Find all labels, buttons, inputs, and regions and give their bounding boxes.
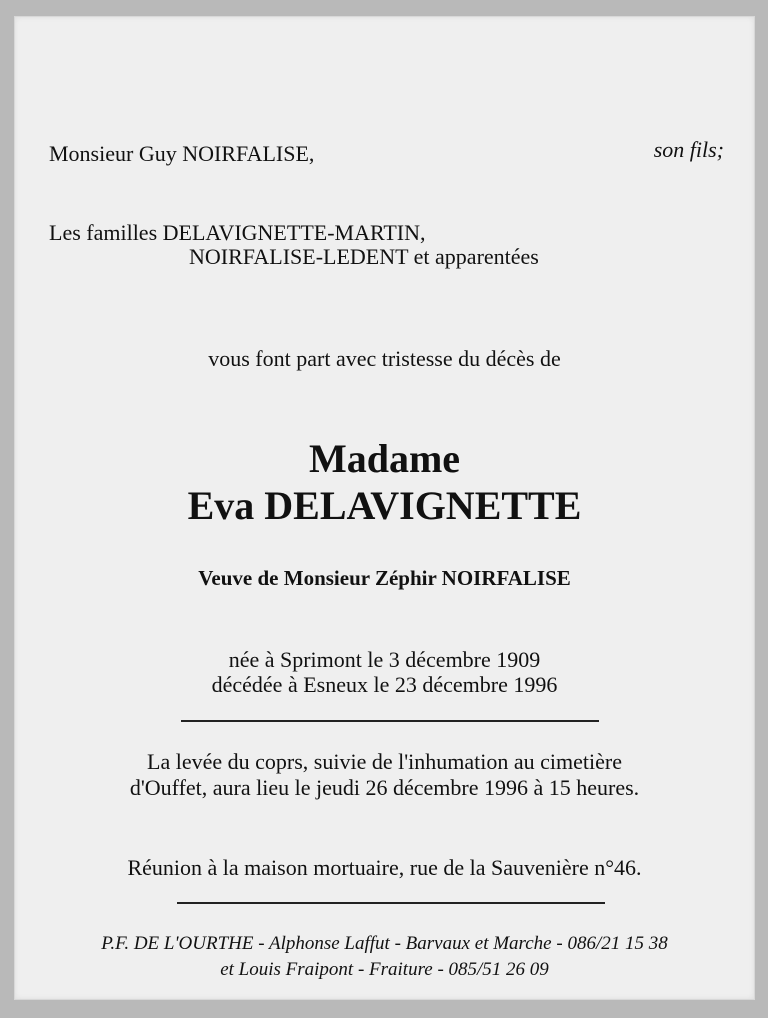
widow-of-text: Veuve de Monsieur Zéphir NOIRFALISE xyxy=(198,566,571,590)
funeral-line-2: d'Ouffet, aura lieu le jeudi 26 décembre 1996 à 15 heures. xyxy=(129,775,640,800)
families-line-1: Les familles DELAVIGNETTE-MARTIN, xyxy=(49,220,426,245)
deceased-title: Madame xyxy=(308,436,461,481)
death-line: décédée à Esneux le 23 décembre 1996 xyxy=(211,672,558,697)
son-name: Monsieur Guy NOIRFALISE, xyxy=(49,141,315,166)
birth-line: née à Sprimont le 3 décembre 1909 xyxy=(228,647,541,672)
announcement-text: vous font part avec tristesse du décès de xyxy=(208,346,561,371)
son-relation: son fils; xyxy=(653,137,724,162)
funeral-home-line-2: et Louis Fraipont - Fraiture - 085/51 26 09 xyxy=(220,959,549,980)
funeral-line-1: La levée du coprs, suivie de l'inhumation au cimetière xyxy=(147,749,622,774)
families-line-2: NOIRFALISE-LEDENT et apparentées xyxy=(189,244,539,269)
gathering-text: Réunion à la maison mortuaire, rue de la Sauvenière n°46. xyxy=(127,855,642,880)
deceased-name: Eva DELAVIGNETTE xyxy=(187,483,582,528)
funeral-home-line-1: P.F. DE L'OURTHE - Alphonse Laffut - Barvaux et Marche - 086/21 15 38 xyxy=(101,933,668,954)
death-notice-card xyxy=(14,16,755,1000)
divider-top xyxy=(181,720,599,722)
divider-bottom xyxy=(177,902,605,904)
